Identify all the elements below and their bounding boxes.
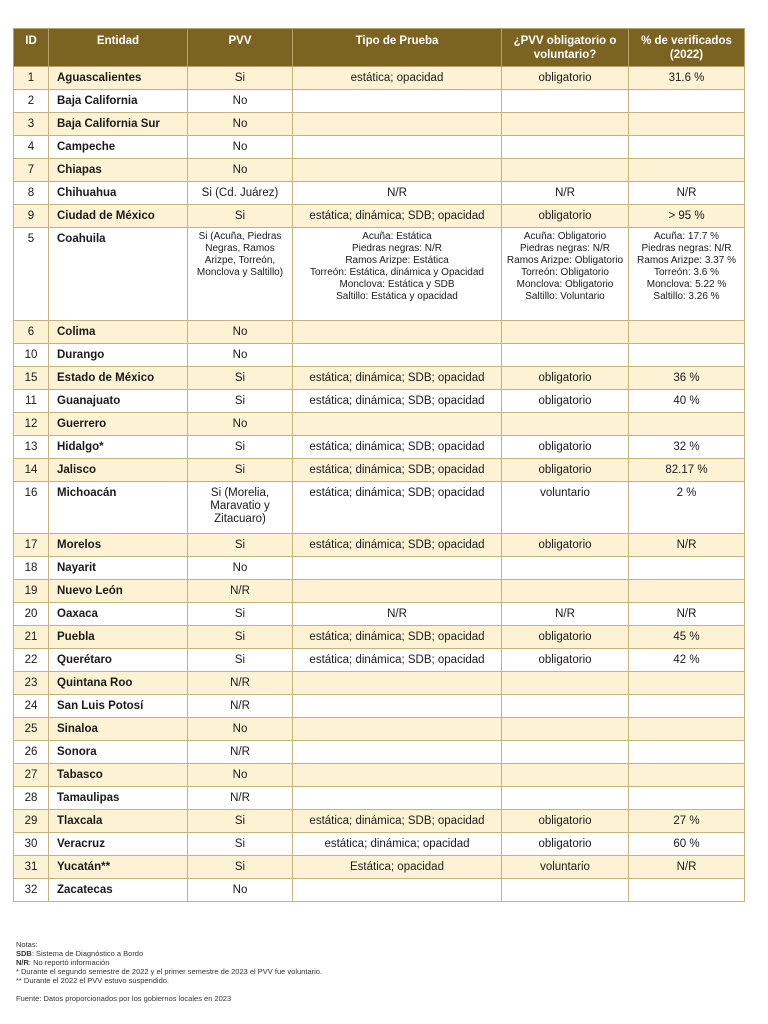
table-row (14, 482, 745, 534)
cell-id: 9 (14, 205, 49, 228)
cell-porcentaje (629, 764, 745, 787)
cell-entidad: Michoacán (49, 482, 188, 534)
cell-tipo (293, 695, 502, 718)
cell-obligatorio (502, 321, 629, 344)
table-row (14, 856, 745, 879)
cell-obligatorio: obligatorio (502, 534, 629, 557)
cell-porcentaje: 60 % (629, 833, 745, 856)
cell-entidad: Tamaulipas (49, 787, 188, 810)
cell-id: 4 (14, 136, 49, 159)
header-row (14, 29, 745, 67)
cell-pvv: No (188, 718, 293, 741)
cell-pvv: N/R (188, 741, 293, 764)
cell-porcentaje (629, 787, 745, 810)
table-row (14, 205, 745, 228)
cell-id: 6 (14, 321, 49, 344)
cell-id: 26 (14, 741, 49, 764)
table-row (14, 672, 745, 695)
cell-entidad: Quintana Roo (49, 672, 188, 695)
cell-tipo (293, 113, 502, 136)
pvv-table (13, 28, 745, 902)
table-row (14, 534, 745, 557)
cell-pvv: No (188, 879, 293, 902)
cell-pvv: No (188, 113, 293, 136)
cell-tipo: estática; opacidad (293, 67, 502, 90)
cell-entidad: Chihuahua (49, 182, 188, 205)
cell-id: 27 (14, 764, 49, 787)
cell-obligatorio (502, 159, 629, 182)
cell-pvv: Si (188, 390, 293, 413)
cell-pvv: No (188, 136, 293, 159)
cell-obligatorio: Acuña: Obligatorio Piedras negras: N/R Ramos Arizpe: Obligatorio Torreón: Obligatorio Monclova: Obligatorio Saltillo: Voluntario (502, 228, 629, 321)
cell-porcentaje: N/R (629, 182, 745, 205)
cell-porcentaje (629, 879, 745, 902)
cell-entidad: Guerrero (49, 413, 188, 436)
cell-porcentaje: N/R (629, 534, 745, 557)
cell-pvv: No (188, 413, 293, 436)
cell-obligatorio (502, 580, 629, 603)
cell-tipo (293, 764, 502, 787)
cell-tipo: estática; dinámica; SDB; opacidad (293, 367, 502, 390)
cell-entidad: San Luis Potosí (49, 695, 188, 718)
cell-entidad: Coahuila (49, 228, 188, 321)
header-tipo: Tipo de Prueba (293, 29, 502, 67)
header-obligatorio: ¿PVV obligatorio o voluntario? (502, 29, 629, 67)
cell-obligatorio: obligatorio (502, 436, 629, 459)
cell-tipo: N/R (293, 182, 502, 205)
header-entidad: Entidad (49, 29, 188, 67)
cell-entidad: Nayarit (49, 557, 188, 580)
cell-id: 24 (14, 695, 49, 718)
cell-porcentaje (629, 113, 745, 136)
cell-tipo: Acuña: Estática Piedras negras: N/R Ramos Arizpe: Estática Torreón: Estática, dinámica y Opacidad Monclova: Estática y SDB Saltillo: Estática y opacidad (293, 228, 502, 321)
note-sdb-abbr: SDB (16, 949, 32, 958)
note-yucatan: ** Durante el 2022 el PVV estuvo suspendido. (16, 976, 170, 985)
cell-tipo: estática; dinámica; SDB; opacidad (293, 810, 502, 833)
cell-entidad: Puebla (49, 626, 188, 649)
cell-porcentaje: 45 % (629, 626, 745, 649)
cell-pvv: No (188, 321, 293, 344)
table-row (14, 626, 745, 649)
cell-pvv: N/R (188, 580, 293, 603)
cell-porcentaje: 40 % (629, 390, 745, 413)
cell-pvv: No (188, 557, 293, 580)
cell-obligatorio: obligatorio (502, 390, 629, 413)
cell-id: 31 (14, 856, 49, 879)
cell-obligatorio: obligatorio (502, 367, 629, 390)
table-row (14, 833, 745, 856)
cell-entidad: Morelos (49, 534, 188, 557)
cell-tipo (293, 787, 502, 810)
cell-id: 1 (14, 67, 49, 90)
cell-pvv: No (188, 764, 293, 787)
cell-tipo: N/R (293, 603, 502, 626)
cell-id: 22 (14, 649, 49, 672)
table-row (14, 159, 745, 182)
cell-porcentaje: 2 % (629, 482, 745, 534)
cell-obligatorio (502, 557, 629, 580)
cell-id: 18 (14, 557, 49, 580)
cell-entidad: Estado de México (49, 367, 188, 390)
table-row (14, 741, 745, 764)
cell-pvv: No (188, 344, 293, 367)
cell-entidad: Durango (49, 344, 188, 367)
cell-id: 11 (14, 390, 49, 413)
header-id: ID (14, 29, 49, 67)
cell-pvv: Si (Acuña, Piedras Negras, Ramos Arizpe, Torreón, Monclova y Saltillo) (188, 228, 293, 321)
cell-obligatorio (502, 718, 629, 741)
cell-pvv: No (188, 159, 293, 182)
table-row (14, 436, 745, 459)
cell-id: 2 (14, 90, 49, 113)
cell-id: 21 (14, 626, 49, 649)
cell-porcentaje (629, 718, 745, 741)
table-row (14, 228, 745, 321)
cell-porcentaje: 36 % (629, 367, 745, 390)
cell-porcentaje: 42 % (629, 649, 745, 672)
cell-obligatorio (502, 672, 629, 695)
cell-porcentaje (629, 580, 745, 603)
cell-entidad: Hidalgo* (49, 436, 188, 459)
cell-tipo (293, 672, 502, 695)
table-row (14, 344, 745, 367)
note-nr-abbr: N/R (16, 958, 29, 967)
cell-porcentaje: 27 % (629, 810, 745, 833)
table-row (14, 459, 745, 482)
cell-obligatorio (502, 741, 629, 764)
cell-id: 13 (14, 436, 49, 459)
cell-porcentaje (629, 136, 745, 159)
cell-obligatorio: obligatorio (502, 649, 629, 672)
cell-porcentaje: 31.6 % (629, 67, 745, 90)
cell-tipo: estática; dinámica; SDB; opacidad (293, 649, 502, 672)
cell-pvv: Si (188, 459, 293, 482)
cell-obligatorio (502, 787, 629, 810)
cell-id: 16 (14, 482, 49, 534)
cell-id: 12 (14, 413, 49, 436)
cell-obligatorio: N/R (502, 603, 629, 626)
cell-tipo: Estática; opacidad (293, 856, 502, 879)
notes-title: Notas: (16, 940, 38, 949)
cell-entidad: Nuevo León (49, 580, 188, 603)
cell-pvv: Si (188, 205, 293, 228)
cell-pvv: Si (188, 436, 293, 459)
cell-pvv: No (188, 90, 293, 113)
cell-id: 17 (14, 534, 49, 557)
table-row (14, 90, 745, 113)
cell-pvv: Si (Cd. Juárez) (188, 182, 293, 205)
cell-porcentaje (629, 159, 745, 182)
cell-entidad: Baja California (49, 90, 188, 113)
cell-porcentaje: Acuña: 17.7 % Piedras negras: N/R Ramos Arizpe: 3.37 % Torreón: 3.6 % Monclova: 5.22 % Saltillo: 3.26 % (629, 228, 745, 321)
note-hidalgo: * Durante el segundo semestre de 2022 y el primer semestre de 2023 el PVV fue voluntario. (16, 967, 323, 976)
cell-id: 7 (14, 159, 49, 182)
table-body (14, 67, 745, 902)
cell-entidad: Chiapas (49, 159, 188, 182)
cell-tipo (293, 344, 502, 367)
table-row (14, 113, 745, 136)
table-row (14, 580, 745, 603)
cell-obligatorio: obligatorio (502, 205, 629, 228)
cell-pvv: Si (188, 367, 293, 390)
cell-porcentaje: 82.17 % (629, 459, 745, 482)
cell-obligatorio (502, 695, 629, 718)
cell-tipo: estática; dinámica; SDB; opacidad (293, 205, 502, 228)
cell-tipo (293, 879, 502, 902)
cell-pvv: Si (188, 833, 293, 856)
table-row (14, 182, 745, 205)
note-sdb-text: : Sistema de Diagnóstico a Bordo (31, 949, 144, 958)
note-nr (16, 958, 322, 967)
cell-pvv: N/R (188, 787, 293, 810)
cell-pvv: Si (188, 856, 293, 879)
cell-tipo: estática; dinámica; opacidad (293, 833, 502, 856)
table-row (14, 649, 745, 672)
cell-obligatorio: obligatorio (502, 67, 629, 90)
table-row (14, 787, 745, 810)
cell-porcentaje (629, 557, 745, 580)
cell-obligatorio (502, 764, 629, 787)
cell-pvv: Si (Morelia, Maravatio y Zitacuaro) (188, 482, 293, 534)
cell-entidad: Campeche (49, 136, 188, 159)
cell-id: 32 (14, 879, 49, 902)
cell-pvv: Si (188, 67, 293, 90)
cell-porcentaje: N/R (629, 603, 745, 626)
cell-tipo: estática; dinámica; SDB; opacidad (293, 390, 502, 413)
table-row (14, 810, 745, 833)
cell-entidad: Jalisco (49, 459, 188, 482)
cell-pvv: Si (188, 603, 293, 626)
table-row (14, 413, 745, 436)
cell-tipo (293, 718, 502, 741)
table-row (14, 718, 745, 741)
cell-id: 25 (14, 718, 49, 741)
table-row (14, 695, 745, 718)
cell-id: 3 (14, 113, 49, 136)
cell-tipo (293, 741, 502, 764)
cell-tipo: estática; dinámica; SDB; opacidad (293, 626, 502, 649)
header-porcentaje: % de verificados (2022) (629, 29, 745, 67)
cell-obligatorio: obligatorio (502, 459, 629, 482)
cell-porcentaje (629, 695, 745, 718)
cell-entidad: Sinaloa (49, 718, 188, 741)
cell-id: 15 (14, 367, 49, 390)
notes (16, 940, 322, 985)
cell-entidad: Ciudad de México (49, 205, 188, 228)
cell-obligatorio (502, 136, 629, 159)
table-row (14, 321, 745, 344)
cell-id: 28 (14, 787, 49, 810)
cell-porcentaje (629, 90, 745, 113)
cell-entidad: Veracruz (49, 833, 188, 856)
cell-porcentaje (629, 344, 745, 367)
source-note: Fuente: Datos proporcionados por los gobiernos locales en 2023 (16, 994, 232, 1003)
cell-obligatorio: obligatorio (502, 833, 629, 856)
cell-porcentaje: > 95 % (629, 205, 745, 228)
cell-obligatorio: obligatorio (502, 626, 629, 649)
cell-obligatorio (502, 344, 629, 367)
note-sdb (16, 949, 322, 958)
cell-pvv: Si (188, 534, 293, 557)
cell-entidad: Colima (49, 321, 188, 344)
cell-entidad: Tabasco (49, 764, 188, 787)
cell-porcentaje (629, 321, 745, 344)
cell-tipo (293, 321, 502, 344)
cell-obligatorio (502, 90, 629, 113)
cell-entidad: Oaxaca (49, 603, 188, 626)
cell-entidad: Zacatecas (49, 879, 188, 902)
cell-tipo (293, 159, 502, 182)
cell-entidad: Baja California Sur (49, 113, 188, 136)
cell-entidad: Tlaxcala (49, 810, 188, 833)
cell-entidad: Sonora (49, 741, 188, 764)
cell-id: 10 (14, 344, 49, 367)
cell-porcentaje (629, 741, 745, 764)
cell-porcentaje (629, 413, 745, 436)
table-row (14, 67, 745, 90)
cell-tipo: estática; dinámica; SDB; opacidad (293, 459, 502, 482)
note-nr-text: : No reportó información (28, 958, 110, 967)
cell-tipo: estática; dinámica; SDB; opacidad (293, 436, 502, 459)
cell-tipo (293, 557, 502, 580)
cell-pvv: N/R (188, 695, 293, 718)
cell-obligatorio (502, 113, 629, 136)
table-row (14, 603, 745, 626)
cell-id: 5 (14, 228, 49, 321)
cell-entidad: Yucatán** (49, 856, 188, 879)
cell-tipo: estática; dinámica; SDB; opacidad (293, 482, 502, 534)
cell-obligatorio: voluntario (502, 856, 629, 879)
table-row (14, 390, 745, 413)
cell-entidad: Guanajuato (49, 390, 188, 413)
cell-entidad: Aguascalientes (49, 67, 188, 90)
cell-porcentaje: 32 % (629, 436, 745, 459)
cell-id: 14 (14, 459, 49, 482)
header-pvv: PVV (188, 29, 293, 67)
cell-tipo (293, 580, 502, 603)
table-row (14, 557, 745, 580)
cell-obligatorio (502, 879, 629, 902)
table-row (14, 367, 745, 390)
cell-id: 19 (14, 580, 49, 603)
cell-pvv: Si (188, 626, 293, 649)
cell-tipo (293, 413, 502, 436)
table-row (14, 764, 745, 787)
cell-porcentaje (629, 672, 745, 695)
table-row (14, 879, 745, 902)
cell-id: 29 (14, 810, 49, 833)
cell-obligatorio: voluntario (502, 482, 629, 534)
cell-entidad: Querétaro (49, 649, 188, 672)
cell-id: 8 (14, 182, 49, 205)
cell-tipo (293, 90, 502, 113)
cell-id: 23 (14, 672, 49, 695)
cell-pvv: Si (188, 810, 293, 833)
table-row (14, 136, 745, 159)
cell-obligatorio: obligatorio (502, 810, 629, 833)
cell-porcentaje: N/R (629, 856, 745, 879)
cell-tipo: estática; dinámica; SDB; opacidad (293, 534, 502, 557)
cell-pvv: N/R (188, 672, 293, 695)
cell-id: 20 (14, 603, 49, 626)
cell-tipo (293, 136, 502, 159)
cell-obligatorio (502, 413, 629, 436)
cell-pvv: Si (188, 649, 293, 672)
cell-obligatorio: N/R (502, 182, 629, 205)
cell-id: 30 (14, 833, 49, 856)
